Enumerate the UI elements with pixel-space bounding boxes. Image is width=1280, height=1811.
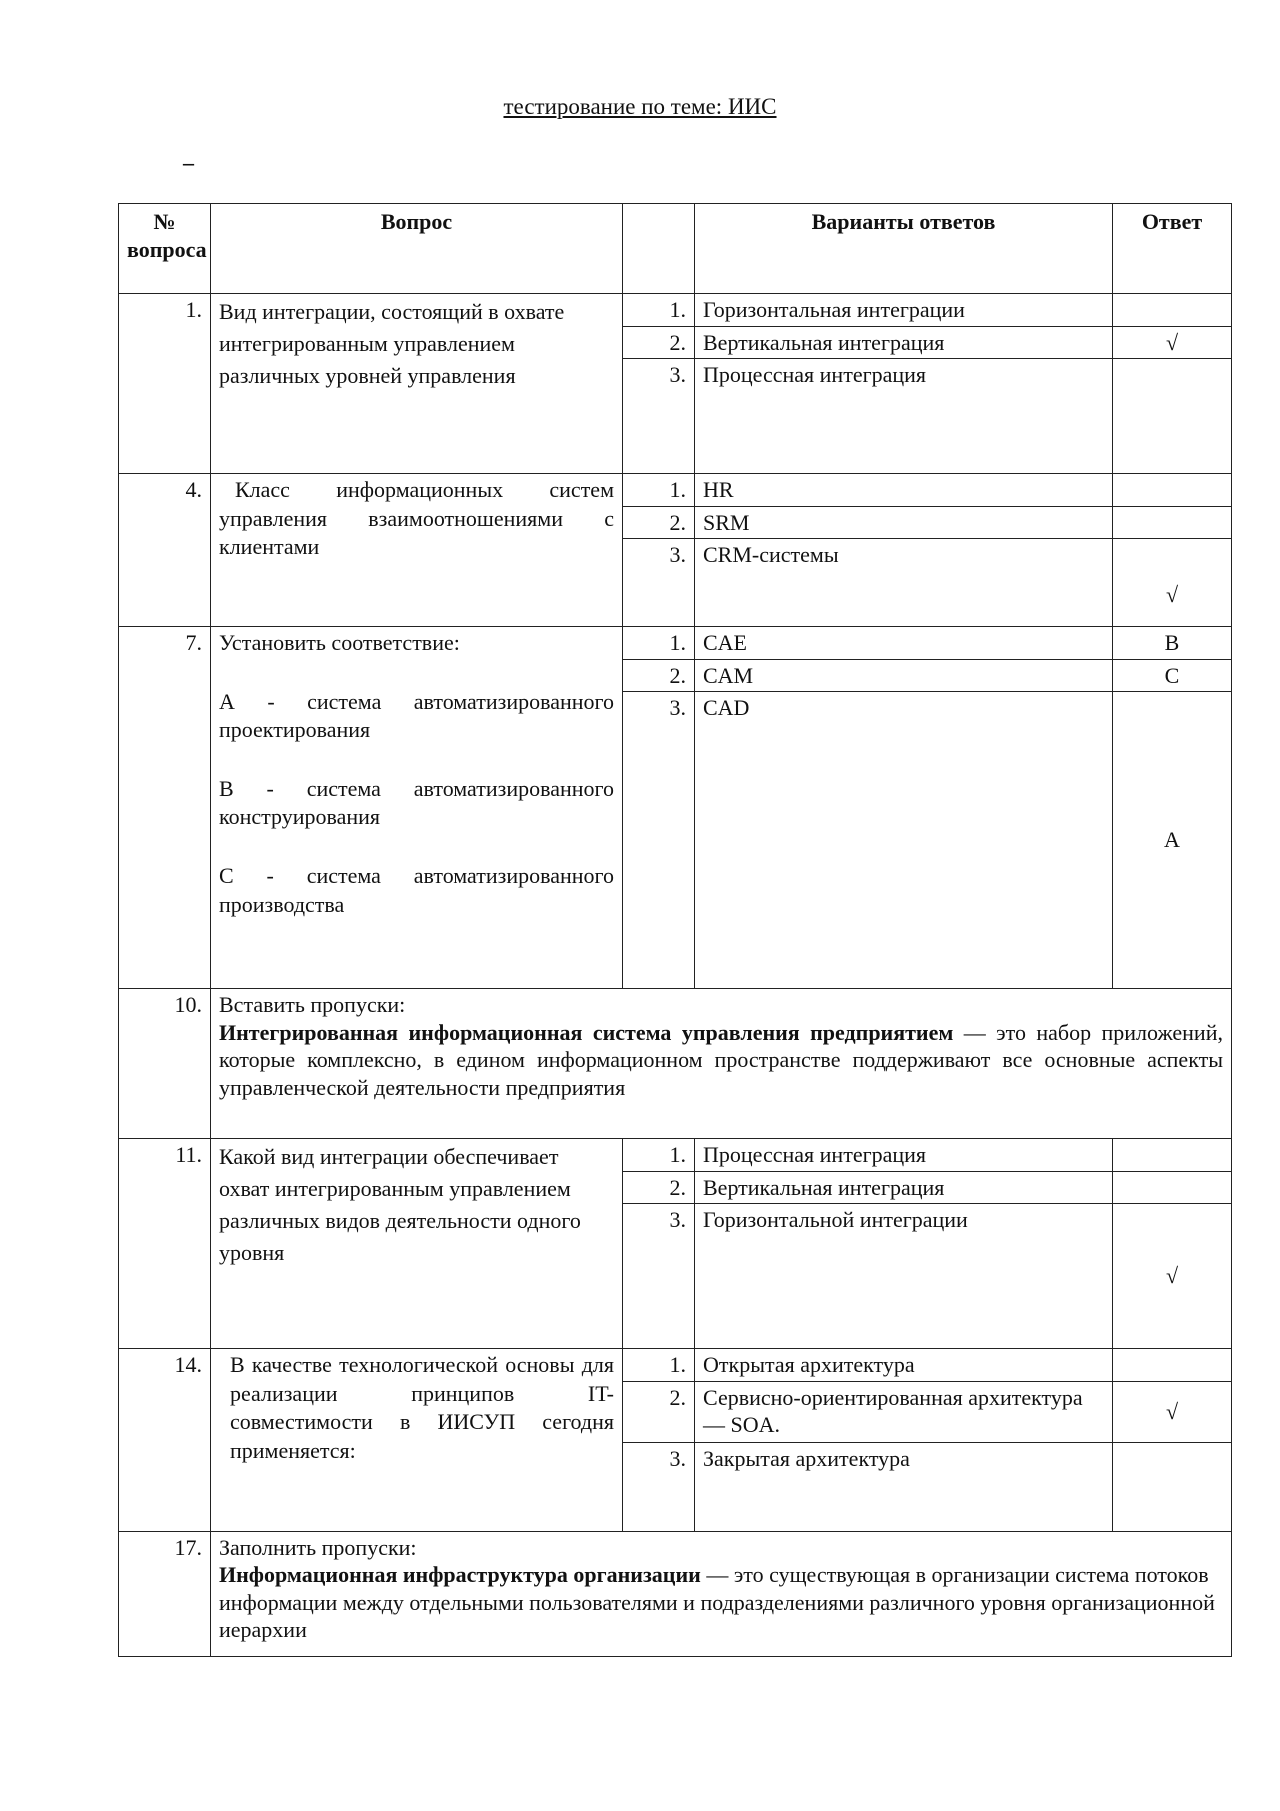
answer-cell <box>1113 359 1232 474</box>
question-text: Вид интеграции, состоящий в охвате интегрированным управлением различных уровней управления <box>211 294 623 474</box>
question-text-content: Класс информационных систем управления взаимоотношениями с клиентами <box>219 477 614 560</box>
answer-cell <box>1113 474 1232 507</box>
question-number: 7. <box>119 627 211 989</box>
answer-letter: B <box>1113 627 1232 660</box>
answer-cell <box>1113 1171 1232 1204</box>
option-text: Открытая архитектура <box>695 1349 1113 1382</box>
answer-mark: √ <box>1113 1381 1232 1442</box>
table-row <box>119 1349 1232 1382</box>
questions-table <box>118 203 1232 1657</box>
header-row <box>119 204 1232 294</box>
option-text: Сервисно-ориентированная архитектура — SOA. <box>695 1381 1113 1442</box>
option-text: Вертикальная интеграция <box>695 1171 1113 1204</box>
question-number: 11. <box>119 1139 211 1349</box>
option-number: 1. <box>623 294 695 327</box>
option-text: Процессная интеграция <box>695 1139 1113 1172</box>
option-text: CAD <box>695 692 1113 989</box>
definition-rest: — это набор приложений, которые комплексно, в едином информационном пространстве поддерживают все основные аспекты управленческой деятельности предприятия <box>219 1019 1223 1100</box>
question-text: Какой вид интеграции обеспечивает охват интегрированным управлением различных видов деятельности одного уровня <box>211 1139 623 1349</box>
table-row <box>119 1139 1232 1172</box>
match-item-a: А - система автоматизированного проектирования <box>219 688 614 743</box>
dash-mark: – <box>183 150 194 175</box>
question-text <box>211 1531 1232 1656</box>
option-text: Закрытая архитектура <box>695 1442 1113 1531</box>
question-text <box>211 474 623 627</box>
option-number: 2. <box>623 1381 695 1442</box>
table-row <box>119 627 1232 660</box>
option-text: Вертикальная интеграция <box>695 326 1113 359</box>
option-number: 2. <box>623 1171 695 1204</box>
question-text-content: В качестве технологической основы для реализации принципов IT-совместимости в ИИСУП сегодня применяется: <box>230 1352 614 1463</box>
question-label: Вставить пропуски: <box>219 992 406 1017</box>
answer-cell <box>1113 1139 1232 1172</box>
question-number: 14. <box>119 1349 211 1532</box>
definition-rest: — это существующая в организации система потоков информации между отдельными пользователями и подразделениями различного уровня организационной иерархии <box>219 1562 1215 1642</box>
match-item-b: В - система автоматизированного конструирования <box>219 775 614 830</box>
option-text: Процессная интеграция <box>695 359 1113 474</box>
question-number: 4. <box>119 474 211 627</box>
option-number: 3. <box>623 692 695 989</box>
answer-letter: C <box>1113 659 1232 692</box>
answer-mark: √ <box>1113 539 1232 627</box>
page-title: тестирование по теме: ИИС <box>503 94 777 119</box>
option-number: 3. <box>623 1442 695 1531</box>
definition-term: Интегрированная информационная система управления предприятием <box>219 1019 954 1045</box>
option-number: 3. <box>623 539 695 627</box>
answer-cell <box>1113 506 1232 539</box>
header-num: № вопроса <box>119 204 211 294</box>
option-number: 2. <box>623 506 695 539</box>
option-number: 3. <box>623 359 695 474</box>
question-text <box>211 989 1232 1139</box>
option-number: 1. <box>623 474 695 507</box>
option-text: HR <box>695 474 1113 507</box>
option-number: 1. <box>623 627 695 660</box>
question-label: Заполнить пропуски: <box>219 1534 417 1560</box>
definition-term: Информационная инфраструктура организации <box>219 1562 701 1587</box>
option-number: 1. <box>623 1349 695 1382</box>
answer-cell <box>1113 1349 1232 1382</box>
question-number: 10. <box>119 989 211 1139</box>
answer-letter: A <box>1113 692 1232 989</box>
option-text: CAM <box>695 659 1113 692</box>
option-number: 3. <box>623 1204 695 1349</box>
question-intro: Установить соответствие: <box>219 630 460 655</box>
header-answer: Ответ <box>1113 204 1232 294</box>
table-row <box>119 474 1232 507</box>
table-row <box>119 989 1232 1139</box>
question-text <box>211 1349 623 1532</box>
option-text: CAE <box>695 627 1113 660</box>
header-options: Варианты ответов <box>695 204 1113 294</box>
answer-mark: √ <box>1113 326 1232 359</box>
table-row <box>119 1531 1232 1656</box>
definition-text <box>219 1019 1223 1102</box>
header-question: Вопрос <box>211 204 623 294</box>
definition-text <box>219 1561 1223 1644</box>
match-item-c: С - система автоматизированного производства <box>219 862 614 917</box>
question-text <box>211 627 623 989</box>
option-text: Горизонтальной интеграции <box>695 1204 1113 1349</box>
header-blank <box>623 204 695 294</box>
option-number: 2. <box>623 326 695 359</box>
answer-cell <box>1113 294 1232 327</box>
table-row <box>119 294 1232 327</box>
option-number: 2. <box>623 659 695 692</box>
answer-mark: √ <box>1113 1204 1232 1349</box>
option-number: 1. <box>623 1139 695 1172</box>
option-text: SRM <box>695 506 1113 539</box>
option-text: Горизонтальная интеграции <box>695 294 1113 327</box>
question-number: 17. <box>119 1531 211 1656</box>
question-number: 1. <box>119 294 211 474</box>
option-text: CRM-системы <box>695 539 1113 627</box>
answer-cell <box>1113 1442 1232 1531</box>
